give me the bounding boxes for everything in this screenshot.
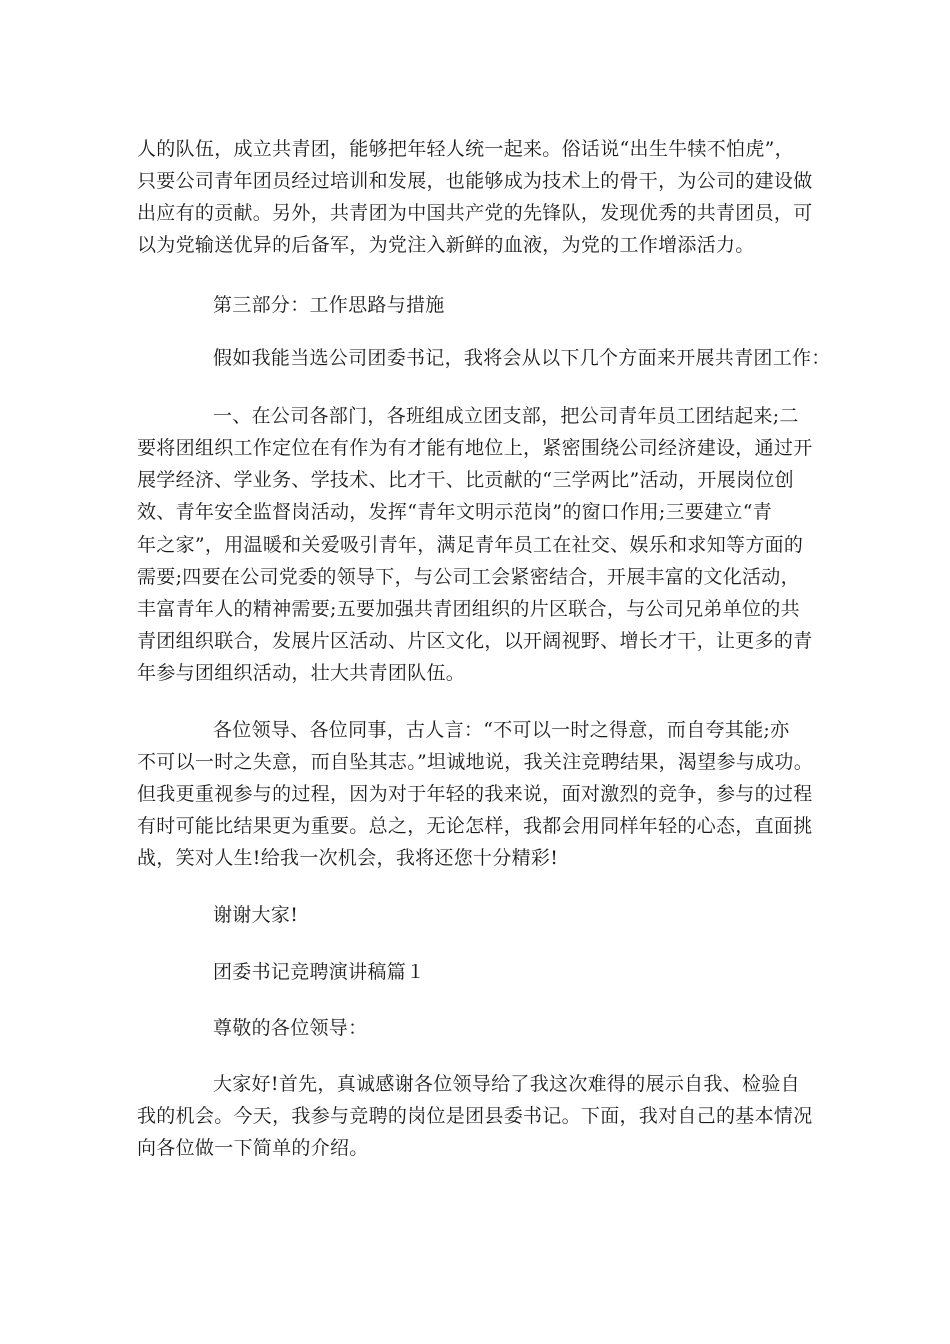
text-line: 需要;四要在公司党委的领导下，与公司工会紧密结合，开展丰富的文化活动， xyxy=(137,566,800,588)
text-line: 只要公司青年团员经过培训和发展，也能够成为技术上的骨干，为公司的建设做 xyxy=(137,170,813,192)
text-line: 人的队伍，成立共青团，能够把年轻人统一起来。俗话说“出生牛犊不怕虎”， xyxy=(137,138,794,160)
text-line: 一、在公司各部门，各班组成立团支部，把公司青年员工团结起来;二 xyxy=(213,405,799,427)
text-line: 以为党输送优异的后备军，为党注入新鲜的血液，为党的工作增添活力。 xyxy=(137,234,755,256)
text-line: 我的机会。今天，我参与竞聘的岗位是团县委书记。下面，我对自己的基本情况 xyxy=(137,1105,813,1127)
text-line: 但我更重视参与的过程，因为对于年轻的我来说，面对激烈的竞争，参与的过程 xyxy=(137,783,813,805)
speech-title: 团委书记竞聘演讲稿篇１ xyxy=(213,961,426,983)
text-line: 大家好!首先，真诚感谢各位领导给了我这次难得的展示自我、检验自 xyxy=(213,1073,800,1095)
text-line: 效、青年安全监督岗活动，发挥“青年文明示范岗”的窗口作用;三要建立“青 xyxy=(137,501,773,523)
salutation: 尊敬的各位领导： xyxy=(213,1017,368,1039)
closing-line: 谢谢大家! xyxy=(213,904,299,926)
text-line: 丰富青年人的精神需要;五要加强共青团组织的片区联合，与公司兄弟单位的共 xyxy=(137,598,800,620)
text-line: 各位领导、各位同事，古人言：“不可以一时之得意，而自夸其能;亦 xyxy=(213,719,790,741)
text-line: 青团组织联合，发展片区活动、片区文化，以开阔视野、增长才干，让更多的青 xyxy=(137,630,813,652)
text-line: 年参与团组织活动，壮大共青团队伍。 xyxy=(137,662,466,684)
text-line: 出应有的贡献。另外，共青团为中国共产党的先锋队，发现优秀的共青团员，可 xyxy=(137,202,813,224)
text-line: 年之家”，用温暖和关爱吸引青年，满足青年员工在社交、娱乐和求知等方面的 xyxy=(137,534,804,556)
text-line: 不可以一时之失意，而自坠其志。”坦诚地说，我关注竞聘结果，渴望参与成功。 xyxy=(137,751,814,773)
text-line: 展学经济、学业务、学技术、比才干、比贡献的“三学两比”活动，开展岗位创 xyxy=(137,469,794,491)
text-line: 有时可能比结果更为重要。总之，无论怎样，我都会用同样年轻的心态，直面挑 xyxy=(137,815,813,837)
text-line: 向各位做一下简单的介绍。 xyxy=(137,1137,369,1159)
text-line: 假如我能当选公司团委书记，我将会从以下几个方面来开展共青团工作： xyxy=(213,347,831,369)
text-line: 要将团组织工作定位在有作为有才能有地位上，紧密围绕公司经济建设，通过开 xyxy=(137,437,813,459)
section-heading: 第三部分：工作思路与措施 xyxy=(213,294,445,316)
text-line: 战，笑对人生!给我一次机会，我将还您十分精彩! xyxy=(137,847,559,869)
